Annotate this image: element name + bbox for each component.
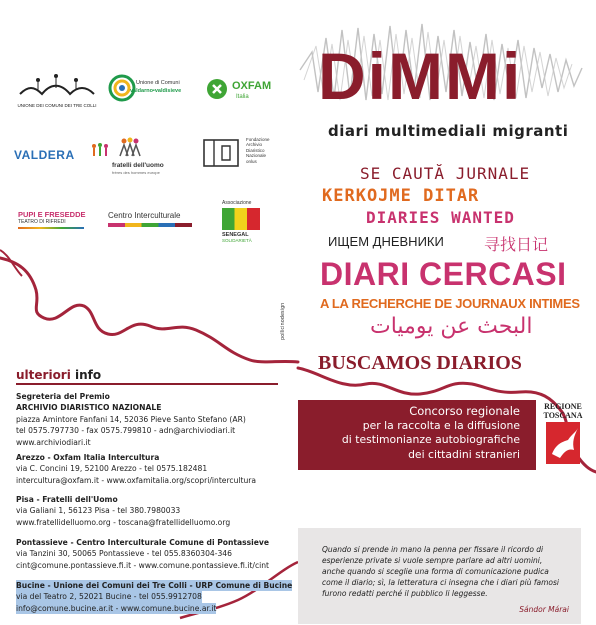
info-block-arezzo [16, 452, 256, 486]
centro-colorbar [108, 223, 192, 227]
senegal-flag [222, 208, 260, 230]
fondazione-5: onlus [246, 158, 257, 164]
logo-valdarno-valdisieve [108, 74, 198, 104]
logo-valdera [14, 146, 104, 162]
info-link[interactable]: info@comune.bucine.ar.it - www.comune.bucine.ar.it [16, 603, 217, 613]
logo-centro-interculturale [108, 211, 198, 233]
quote-author: Sándor Márai [519, 605, 569, 614]
senegal-label: SENEGAL [222, 232, 249, 238]
archive-book-icon [202, 136, 244, 170]
valdera-figures-icon [90, 142, 110, 160]
info-line[interactable]: tel 0575.797730 - fax 0575.799810 - adn@archiviodiari.it [16, 426, 236, 436]
quote-line: esperienze private si vuole sempre parlare ad altri uomini, [322, 556, 543, 565]
logo-fratelli-uomo [112, 136, 198, 176]
fondazione-2: Archivio [246, 142, 263, 148]
centro-label: Centro Interculturale [108, 211, 181, 220]
info-line: Pisa - Fratelli dell'Uomo [16, 495, 118, 504]
hills-icon [16, 68, 98, 98]
valdarno-line2: valdarno•valdisieve [130, 88, 182, 94]
info-line: ARCHIVIO DIARISTICO NAZIONALE [16, 403, 162, 413]
designer-credit: pollicinodesign [280, 302, 286, 340]
concorso-line: dei cittadini stranieri [408, 447, 520, 461]
info-line: via C. Concini 19, 52100 Arezzo - tel 0575.182481 [16, 464, 208, 474]
info-line: via Galiani 1, 56123 Pisa - tel 380.7980033 [16, 506, 181, 516]
concorso-line: Concorso regionale [409, 404, 520, 418]
logo-regione-toscana [538, 402, 588, 472]
lang-russian: ИЩЕМ ДНЕВНИКИ [328, 234, 444, 249]
info-block-segreteria [16, 391, 246, 448]
info-block-pontassieve [16, 537, 269, 571]
lang-chinese: 寻找日记 [484, 235, 549, 254]
lang-french: A LA RECHERCHE DE JOURNAUX INTIMES [320, 296, 580, 311]
regione-line2: TOSCANA [543, 411, 583, 420]
info-line: piazza Amintore Fanfani 14, 52036 Pieve Santo Stefano (AR) [16, 414, 246, 424]
dimmi-subtitle: diari multimediali migranti [328, 122, 569, 140]
info-divider [16, 383, 278, 385]
lang-english: DIARIES WANTED [366, 208, 515, 227]
dimmi-title: DiMMi [318, 39, 523, 113]
concorso-banner [298, 400, 536, 470]
info-line: via del Teatro 2, 52021 Bucine - tel 055.9912708 [16, 592, 202, 602]
lang-italian: DIARI CERCASI [320, 256, 567, 292]
concorso-line: di testimonianze autobiografiche [341, 433, 520, 446]
info-heading-b: info [70, 368, 102, 382]
logo-pupi-fresedde [18, 210, 94, 232]
info-block-pisa [16, 494, 230, 528]
oxfam-label: OXFAM [232, 80, 272, 92]
quote-line: Quando si prende in mano la penna per fissare il ricordo di [322, 545, 544, 554]
pegasus-icon [538, 420, 588, 468]
fondazione-1: Fondazione [246, 137, 270, 142]
info-heading [16, 368, 101, 382]
valdera-label: VALDERA [14, 148, 75, 162]
logo-oxfam [206, 78, 276, 106]
pupi-label: PUPI E FRESEDDE [18, 210, 86, 219]
logo-unione-tre-colli [16, 68, 98, 110]
fondazione-4: Nazionale [246, 153, 267, 159]
quote-line: furono redatti perché il pubblico li leggesse. [322, 589, 488, 598]
pupi-colorbar [18, 227, 84, 229]
info-link[interactable]: intercultura@oxfam.it - www.oxfamitalia.org/scopri/intercultura [16, 475, 257, 485]
lang-spanish: BUSCAMOS DIARIOS [318, 352, 522, 374]
fondazione-3: Diaristico [246, 147, 265, 153]
quote-line: anche quando si sceglie una forma di comunicazione pudica [322, 567, 549, 576]
pupi-sub: TEATRO DI RIFREDI [18, 219, 66, 225]
lang-albanian: KERKOJME DITAR [322, 186, 480, 206]
info-heading-a: ulteriori [16, 368, 71, 382]
associazione-label: Associazione [222, 200, 252, 206]
info-link[interactable]: www.fratellidelluomo.org - toscana@fratellidelluomo.org [16, 517, 231, 527]
logo-senegal-solidarieta [222, 200, 264, 244]
fratelli-label: fratelli dell'uomo [112, 162, 164, 169]
logo-fondazione-archivio [202, 136, 282, 172]
info-line: Pontassieve - Centro Interculturale Comune di Pontassieve [16, 538, 270, 547]
info-line: via Tanzini 30, 50065 Pontassieve - tel 055.8360304-346 [16, 549, 232, 559]
solidarieta-label: SOLIDARIETÀ [222, 238, 252, 243]
lang-romanian: SE CAUTĂ JURNALE [360, 164, 531, 183]
lang-arabic: البحث عن يوميات [370, 314, 533, 339]
oxfam-icon [206, 78, 228, 100]
quote-line: come il diario; sì, la letteratura ci insegna che i diari più famosi [322, 578, 560, 587]
valdarno-line1: Unione di Comuni [136, 80, 180, 86]
info-block-bucine [16, 580, 292, 614]
info-link[interactable]: www.archiviodiari.it [16, 437, 91, 447]
fratelli-sub: frères des hommes europe [112, 170, 160, 175]
regione-line1: REGIONE [544, 402, 582, 411]
concorso-line: per la raccolta e la diffusione [362, 418, 520, 432]
info-line: Arezzo - Oxfam Italia Intercultura [16, 453, 160, 462]
people-icon [118, 136, 142, 160]
info-link[interactable]: cint@comune.pontassieve.fi.it - www.comune.pontassieve.fi.it/cint [16, 560, 270, 570]
info-line: Bucine - Unione dei Comuni dei Tre Colli - URP Comune di Bucine [16, 581, 293, 590]
unione-colli-label: UNIONE DEI COMUNI DEI TRE COLLI [17, 103, 97, 108]
info-line: Segreteria del Premio [16, 392, 110, 401]
quote-box [298, 528, 581, 624]
oxfam-sub: Italia [236, 94, 249, 100]
